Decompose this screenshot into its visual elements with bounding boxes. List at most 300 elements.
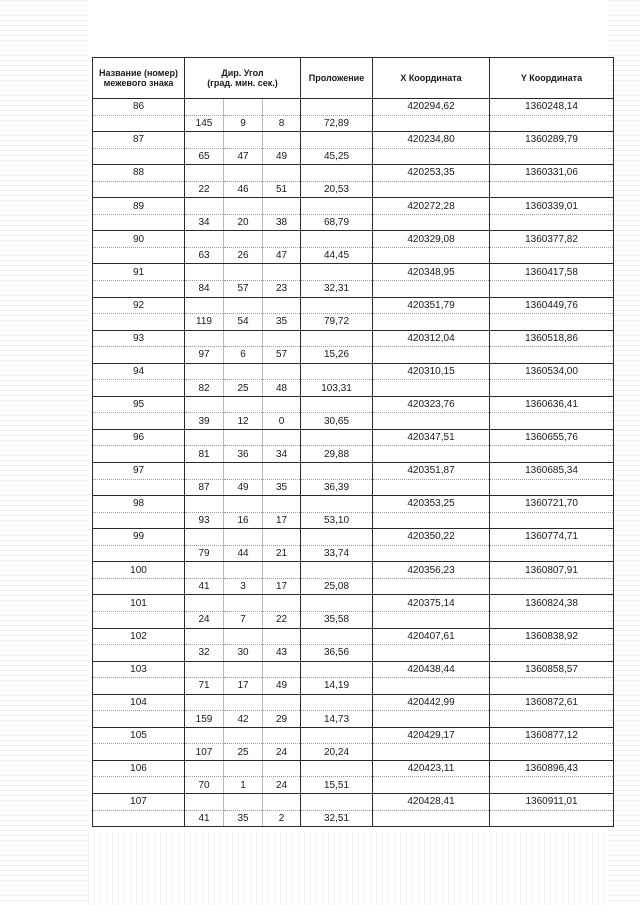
angle-sec-cell <box>263 231 301 248</box>
angle-deg-cell: 70 <box>185 777 224 794</box>
angle-sec-cell: 24 <box>263 777 301 794</box>
length-cell <box>301 198 373 215</box>
angle-deg-cell: 84 <box>185 281 224 298</box>
length-cell <box>301 363 373 380</box>
angle-min-cell: 46 <box>224 181 263 198</box>
length-cell: 45,25 <box>301 148 373 165</box>
table-row-point <box>93 429 614 446</box>
angle-deg-cell: 145 <box>185 115 224 132</box>
y-coordinate-cell <box>490 611 614 628</box>
x-coordinate-cell <box>373 479 490 496</box>
angle-sec-cell: 35 <box>263 314 301 331</box>
y-coordinate-cell <box>490 181 614 198</box>
x-coordinate-cell <box>373 413 490 430</box>
y-coordinate-cell <box>490 711 614 728</box>
angle-min-cell <box>224 165 263 182</box>
length-cell <box>301 330 373 347</box>
angle-min-cell: 42 <box>224 711 263 728</box>
table-row-segment <box>93 711 614 728</box>
y-coordinate-cell <box>490 545 614 562</box>
x-coordinate-cell: 420351,79 <box>373 297 490 314</box>
length-cell <box>301 661 373 678</box>
angle-sec-cell: 23 <box>263 281 301 298</box>
point-name-cell <box>93 148 185 165</box>
x-coordinate-cell <box>373 281 490 298</box>
length-cell: 14,19 <box>301 678 373 695</box>
length-cell <box>301 231 373 248</box>
angle-deg-cell <box>185 99 224 116</box>
x-coordinate-cell: 420323,76 <box>373 396 490 413</box>
table-row-point <box>93 297 614 314</box>
x-coordinate-cell <box>373 214 490 231</box>
angle-min-cell: 44 <box>224 545 263 562</box>
point-name-cell <box>93 645 185 662</box>
point-name-cell <box>93 446 185 463</box>
table-row-point <box>93 132 614 149</box>
table-row-segment <box>93 578 614 595</box>
angle-deg-cell: 87 <box>185 479 224 496</box>
x-coordinate-cell <box>373 711 490 728</box>
angle-sec-cell: 17 <box>263 512 301 529</box>
angle-deg-cell: 159 <box>185 711 224 728</box>
angle-min-cell <box>224 562 263 579</box>
y-coordinate-cell: 1360449,76 <box>490 297 614 314</box>
table-row-segment <box>93 810 614 827</box>
angle-sec-cell: 38 <box>263 214 301 231</box>
angle-deg-cell: 93 <box>185 512 224 529</box>
angle-deg-cell: 34 <box>185 214 224 231</box>
length-cell <box>301 297 373 314</box>
angle-min-cell: 26 <box>224 247 263 264</box>
point-name-cell <box>93 181 185 198</box>
x-coordinate-cell <box>373 611 490 628</box>
x-coordinate-cell <box>373 645 490 662</box>
length-cell <box>301 496 373 513</box>
y-coordinate-cell: 1360911,01 <box>490 793 614 810</box>
angle-sec-cell <box>263 661 301 678</box>
y-coordinate-cell <box>490 479 614 496</box>
point-name-cell: 88 <box>93 165 185 182</box>
length-cell: 72,89 <box>301 115 373 132</box>
angle-deg-cell: 32 <box>185 645 224 662</box>
angle-sec-cell <box>263 429 301 446</box>
angle-sec-cell <box>263 694 301 711</box>
y-coordinate-cell: 1360417,58 <box>490 264 614 281</box>
x-coordinate-cell <box>373 678 490 695</box>
angle-min-cell: 25 <box>224 380 263 397</box>
x-coordinate-cell: 420272,28 <box>373 198 490 215</box>
angle-sec-cell <box>263 396 301 413</box>
x-coordinate-cell <box>373 347 490 364</box>
point-name-cell: 100 <box>93 562 185 579</box>
angle-deg-cell: 39 <box>185 413 224 430</box>
y-coordinate-cell: 1360807,91 <box>490 562 614 579</box>
angle-sec-cell: 34 <box>263 446 301 463</box>
angle-min-cell: 6 <box>224 347 263 364</box>
angle-min-cell <box>224 297 263 314</box>
angle-deg-cell <box>185 727 224 744</box>
angle-deg-cell <box>185 231 224 248</box>
angle-sec-cell <box>263 628 301 645</box>
table-row-point <box>93 363 614 380</box>
angle-sec-cell <box>263 529 301 546</box>
table-row-segment <box>93 545 614 562</box>
table-row-point <box>93 231 614 248</box>
point-name-cell <box>93 115 185 132</box>
angle-min-cell <box>224 363 263 380</box>
length-cell <box>301 132 373 149</box>
y-coordinate-cell: 1360685,34 <box>490 463 614 480</box>
x-coordinate-cell: 420310,15 <box>373 363 490 380</box>
y-coordinate-cell <box>490 214 614 231</box>
angle-deg-cell: 63 <box>185 247 224 264</box>
point-name-cell: 99 <box>93 529 185 546</box>
table-row-segment <box>93 645 614 662</box>
x-coordinate-cell: 420329,08 <box>373 231 490 248</box>
y-coordinate-cell <box>490 777 614 794</box>
angle-min-cell <box>224 760 263 777</box>
x-coordinate-cell: 420234,80 <box>373 132 490 149</box>
angle-deg-cell: 107 <box>185 744 224 761</box>
angle-deg-cell: 81 <box>185 446 224 463</box>
angle-sec-cell <box>263 132 301 149</box>
length-cell: 44,45 <box>301 247 373 264</box>
table-row-segment <box>93 247 614 264</box>
angle-deg-cell <box>185 694 224 711</box>
point-name-cell: 104 <box>93 694 185 711</box>
point-name-cell <box>93 347 185 364</box>
y-coordinate-cell <box>490 512 614 529</box>
angle-deg-cell <box>185 429 224 446</box>
point-name-cell <box>93 611 185 628</box>
x-coordinate-cell: 420375,14 <box>373 595 490 612</box>
x-coordinate-cell <box>373 181 490 198</box>
y-coordinate-cell <box>490 810 614 827</box>
angle-deg-cell: 82 <box>185 380 224 397</box>
point-name-cell <box>93 214 185 231</box>
length-cell: 15,26 <box>301 347 373 364</box>
length-cell <box>301 562 373 579</box>
angle-deg-cell: 41 <box>185 578 224 595</box>
length-cell <box>301 760 373 777</box>
angle-sec-cell: 17 <box>263 578 301 595</box>
length-cell: 35,58 <box>301 611 373 628</box>
angle-min-cell: 9 <box>224 115 263 132</box>
y-coordinate-cell: 1360331,06 <box>490 165 614 182</box>
table-row-segment <box>93 181 614 198</box>
scan-noise-left <box>0 0 88 905</box>
point-name-cell: 105 <box>93 727 185 744</box>
table-row-point <box>93 793 614 810</box>
angle-min-cell <box>224 264 263 281</box>
table-row-point <box>93 330 614 347</box>
angle-min-cell: 3 <box>224 578 263 595</box>
angle-deg-cell <box>185 330 224 347</box>
angle-deg-cell <box>185 595 224 612</box>
point-name-cell <box>93 479 185 496</box>
y-coordinate-cell: 1360774,71 <box>490 529 614 546</box>
x-coordinate-cell: 420428,41 <box>373 793 490 810</box>
y-coordinate-cell <box>490 281 614 298</box>
angle-min-cell: 49 <box>224 479 263 496</box>
y-coordinate-cell: 1360824,38 <box>490 595 614 612</box>
length-cell <box>301 429 373 446</box>
angle-deg-cell <box>185 496 224 513</box>
x-coordinate-cell <box>373 247 490 264</box>
table-row-segment <box>93 314 614 331</box>
angle-min-cell <box>224 595 263 612</box>
y-coordinate-cell <box>490 380 614 397</box>
angle-sec-cell <box>263 198 301 215</box>
angle-min-cell <box>224 198 263 215</box>
angle-min-cell: 16 <box>224 512 263 529</box>
scan-noise-bottom <box>88 832 608 905</box>
angle-min-cell <box>224 727 263 744</box>
table-row-segment <box>93 611 614 628</box>
angle-min-cell <box>224 529 263 546</box>
angle-sec-cell: 21 <box>263 545 301 562</box>
angle-deg-cell: 119 <box>185 314 224 331</box>
x-coordinate-cell: 420429,17 <box>373 727 490 744</box>
angle-min-cell <box>224 429 263 446</box>
point-name-cell: 91 <box>93 264 185 281</box>
x-coordinate-cell: 420348,95 <box>373 264 490 281</box>
angle-deg-cell <box>185 661 224 678</box>
table-row-segment <box>93 446 614 463</box>
angle-deg-cell: 97 <box>185 347 224 364</box>
header-angle <box>185 58 301 99</box>
angle-deg-cell <box>185 628 224 645</box>
x-coordinate-cell: 420423,11 <box>373 760 490 777</box>
x-coordinate-cell: 420356,23 <box>373 562 490 579</box>
length-cell: 25,08 <box>301 578 373 595</box>
x-coordinate-cell: 420253,35 <box>373 165 490 182</box>
length-cell <box>301 727 373 744</box>
angle-deg-cell <box>185 198 224 215</box>
y-coordinate-cell: 1360896,43 <box>490 760 614 777</box>
length-cell <box>301 165 373 182</box>
angle-sec-cell <box>263 562 301 579</box>
angle-sec-cell: 48 <box>263 380 301 397</box>
angle-sec-cell <box>263 165 301 182</box>
x-coordinate-cell: 420312,04 <box>373 330 490 347</box>
angle-sec-cell: 8 <box>263 115 301 132</box>
angle-min-cell: 35 <box>224 810 263 827</box>
header-angle-title: Дир. Угол <box>221 68 264 78</box>
point-name-cell <box>93 380 185 397</box>
angle-sec-cell: 51 <box>263 181 301 198</box>
point-name-cell: 89 <box>93 198 185 215</box>
angle-deg-cell <box>185 529 224 546</box>
table-row-point <box>93 760 614 777</box>
angle-sec-cell: 35 <box>263 479 301 496</box>
length-cell <box>301 628 373 645</box>
y-coordinate-cell <box>490 247 614 264</box>
table-row-point <box>93 661 614 678</box>
angle-sec-cell: 49 <box>263 148 301 165</box>
angle-min-cell <box>224 694 263 711</box>
length-cell: 79,72 <box>301 314 373 331</box>
x-coordinate-cell <box>373 810 490 827</box>
angle-deg-cell: 22 <box>185 181 224 198</box>
angle-deg-cell <box>185 396 224 413</box>
y-coordinate-cell <box>490 446 614 463</box>
length-cell: 32,51 <box>301 810 373 827</box>
header-x: X Координата <box>373 58 490 99</box>
point-name-cell: 96 <box>93 429 185 446</box>
length-cell: 20,53 <box>301 181 373 198</box>
y-coordinate-cell: 1360248,14 <box>490 99 614 116</box>
header-length: Проложение <box>301 58 373 99</box>
angle-sec-cell <box>263 496 301 513</box>
x-coordinate-cell <box>373 578 490 595</box>
table-row-point <box>93 198 614 215</box>
table-row-segment <box>93 380 614 397</box>
point-name-cell: 97 <box>93 463 185 480</box>
length-cell: 32,31 <box>301 281 373 298</box>
angle-sec-cell: 0 <box>263 413 301 430</box>
table-row-segment <box>93 777 614 794</box>
y-coordinate-cell <box>490 578 614 595</box>
point-name-cell: 92 <box>93 297 185 314</box>
point-name-cell: 101 <box>93 595 185 612</box>
point-name-cell: 90 <box>93 231 185 248</box>
angle-sec-cell <box>263 330 301 347</box>
angle-deg-cell <box>185 793 224 810</box>
y-coordinate-cell <box>490 148 614 165</box>
table-row-segment <box>93 281 614 298</box>
angle-min-cell <box>224 496 263 513</box>
table-body <box>93 99 614 827</box>
table-row-segment <box>93 512 614 529</box>
angle-sec-cell <box>263 595 301 612</box>
point-name-cell: 102 <box>93 628 185 645</box>
angle-min-cell: 54 <box>224 314 263 331</box>
point-name-cell <box>93 314 185 331</box>
point-name-cell <box>93 413 185 430</box>
y-coordinate-cell: 1360377,82 <box>490 231 614 248</box>
angle-min-cell: 20 <box>224 214 263 231</box>
y-coordinate-cell <box>490 413 614 430</box>
angle-sec-cell <box>263 99 301 116</box>
y-coordinate-cell: 1360872,61 <box>490 694 614 711</box>
angle-min-cell: 47 <box>224 148 263 165</box>
length-cell: 68,79 <box>301 214 373 231</box>
angle-min-cell <box>224 463 263 480</box>
length-cell: 36,56 <box>301 645 373 662</box>
x-coordinate-cell <box>373 744 490 761</box>
y-coordinate-cell <box>490 744 614 761</box>
angle-sec-cell: 22 <box>263 611 301 628</box>
length-cell: 29,88 <box>301 446 373 463</box>
angle-min-cell: 7 <box>224 611 263 628</box>
angle-min-cell <box>224 132 263 149</box>
y-coordinate-cell: 1360534,00 <box>490 363 614 380</box>
point-name-cell: 94 <box>93 363 185 380</box>
angle-min-cell <box>224 99 263 116</box>
x-coordinate-cell <box>373 512 490 529</box>
angle-sec-cell: 47 <box>263 247 301 264</box>
point-name-cell: 87 <box>93 132 185 149</box>
x-coordinate-cell <box>373 545 490 562</box>
header-name: Название (номер) межевого знака <box>93 58 185 99</box>
x-coordinate-cell <box>373 148 490 165</box>
angle-sec-cell: 43 <box>263 645 301 662</box>
x-coordinate-cell: 420442,99 <box>373 694 490 711</box>
point-name-cell <box>93 247 185 264</box>
angle-min-cell <box>224 396 263 413</box>
length-cell: 103,31 <box>301 380 373 397</box>
length-cell: 33,74 <box>301 545 373 562</box>
table-header-row <box>93 58 614 99</box>
point-name-cell <box>93 578 185 595</box>
x-coordinate-cell <box>373 115 490 132</box>
header-angle-units: (град. мин. сек.) <box>207 78 278 88</box>
y-coordinate-cell <box>490 347 614 364</box>
table-row-point <box>93 727 614 744</box>
length-cell <box>301 396 373 413</box>
angle-deg-cell: 24 <box>185 611 224 628</box>
angle-sec-cell <box>263 793 301 810</box>
angle-deg-cell: 65 <box>185 148 224 165</box>
angle-sec-cell <box>263 363 301 380</box>
point-name-cell: 98 <box>93 496 185 513</box>
angle-sec-cell: 29 <box>263 711 301 728</box>
x-coordinate-cell: 420350,22 <box>373 529 490 546</box>
length-cell: 14,73 <box>301 711 373 728</box>
angle-sec-cell <box>263 760 301 777</box>
angle-min-cell <box>224 628 263 645</box>
angle-deg-cell <box>185 562 224 579</box>
table-row-point <box>93 694 614 711</box>
angle-min-cell <box>224 661 263 678</box>
angle-sec-cell <box>263 727 301 744</box>
point-name-cell: 86 <box>93 99 185 116</box>
y-coordinate-cell: 1360877,12 <box>490 727 614 744</box>
y-coordinate-cell <box>490 678 614 695</box>
table-row-segment <box>93 347 614 364</box>
y-coordinate-cell: 1360518,86 <box>490 330 614 347</box>
x-coordinate-cell: 420353,25 <box>373 496 490 513</box>
point-name-cell <box>93 744 185 761</box>
length-cell <box>301 463 373 480</box>
point-name-cell <box>93 711 185 728</box>
table-row-segment <box>93 678 614 695</box>
point-name-cell: 107 <box>93 793 185 810</box>
length-cell <box>301 264 373 281</box>
length-cell <box>301 99 373 116</box>
y-coordinate-cell: 1360838,92 <box>490 628 614 645</box>
x-coordinate-cell <box>373 446 490 463</box>
x-coordinate-cell <box>373 314 490 331</box>
length-cell <box>301 793 373 810</box>
x-coordinate-cell <box>373 380 490 397</box>
angle-deg-cell: 79 <box>185 545 224 562</box>
table-row-point <box>93 595 614 612</box>
x-coordinate-cell <box>373 777 490 794</box>
length-cell: 20,24 <box>301 744 373 761</box>
boundary-coordinates-table <box>92 57 614 827</box>
length-cell: 36,39 <box>301 479 373 496</box>
angle-min-cell: 30 <box>224 645 263 662</box>
angle-min-cell: 12 <box>224 413 263 430</box>
y-coordinate-cell <box>490 314 614 331</box>
table-row-segment <box>93 115 614 132</box>
y-coordinate-cell: 1360721,70 <box>490 496 614 513</box>
table-row-point <box>93 463 614 480</box>
length-cell: 15,51 <box>301 777 373 794</box>
angle-min-cell: 57 <box>224 281 263 298</box>
